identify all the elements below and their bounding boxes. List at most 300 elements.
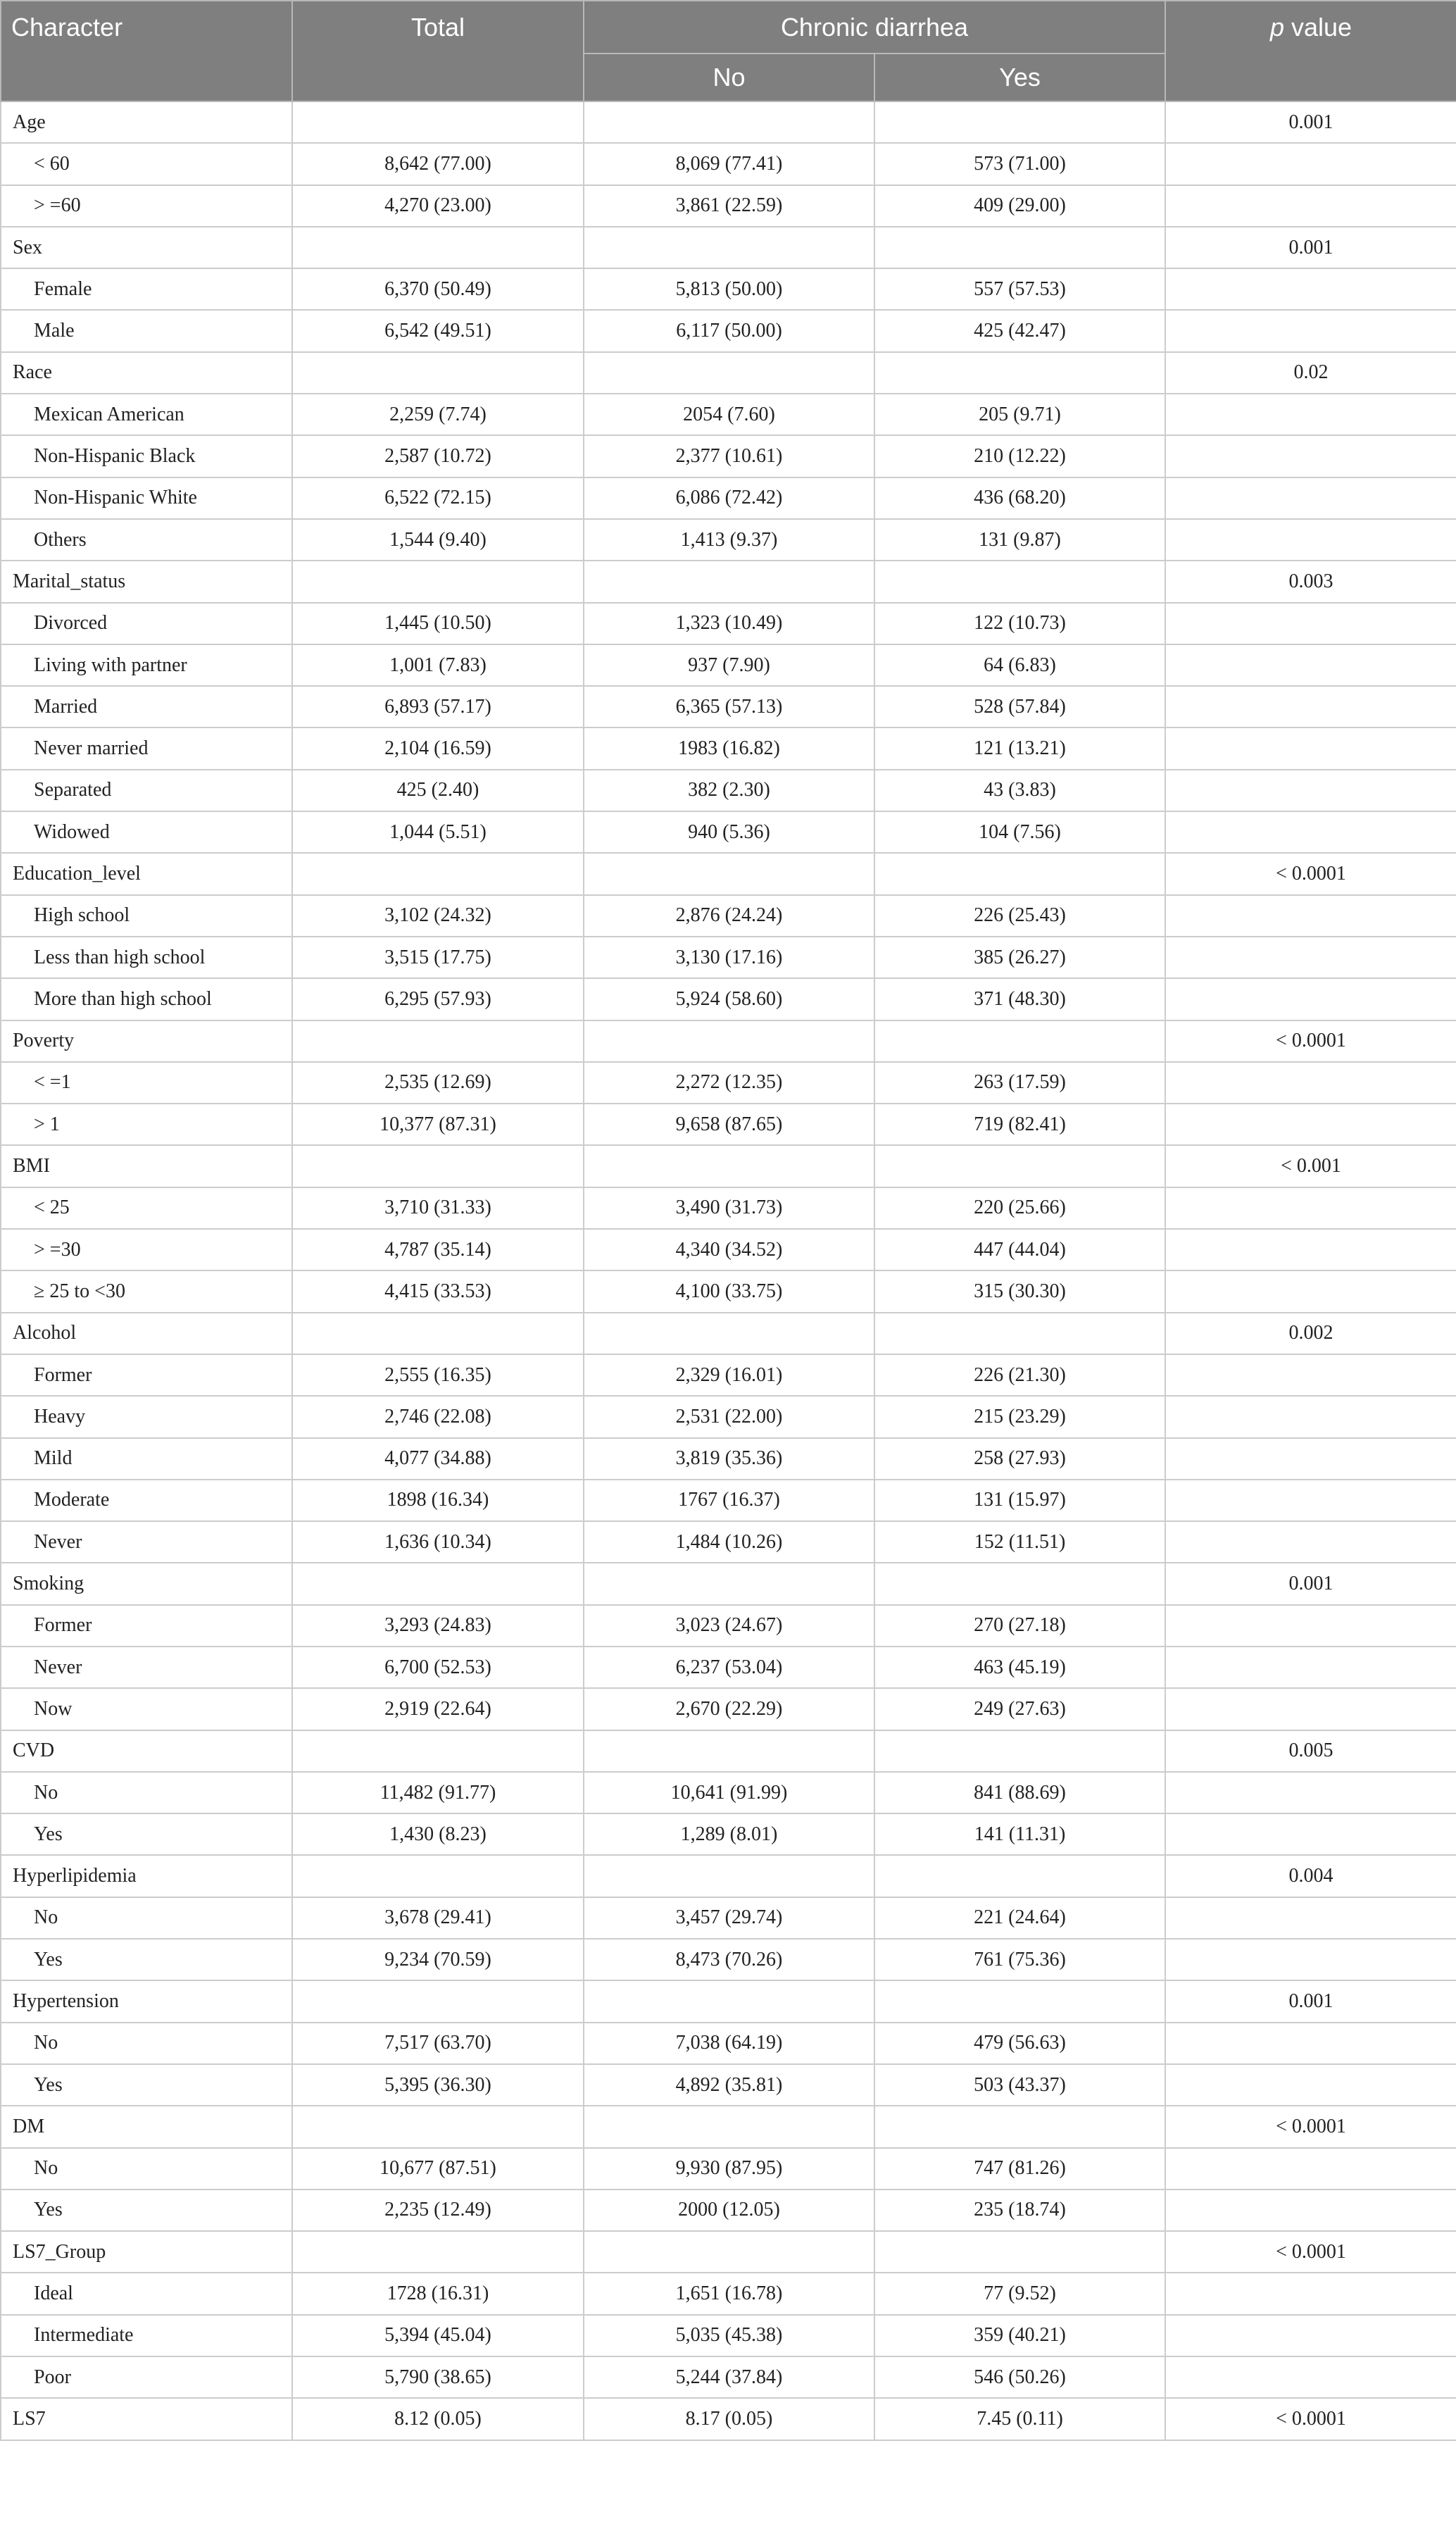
cell-no: [584, 1020, 874, 1062]
cell-total: 8,642 (77.00): [292, 143, 584, 185]
cell-p-value: 0.001: [1165, 1563, 1456, 1604]
cell-yes: 263 (17.59): [874, 1062, 1165, 1104]
cell-character: ≥ 25 to <30: [1, 1270, 292, 1312]
cell-yes: [874, 2106, 1165, 2147]
cell-total: 2,259 (7.74): [292, 394, 584, 435]
cell-total: 3,102 (24.32): [292, 895, 584, 937]
cell-p-value: [1165, 185, 1456, 227]
table-subrow: [1, 1062, 1456, 1104]
cell-p-value: [1165, 603, 1456, 644]
header-total: Total: [292, 1, 584, 101]
cell-character: > =30: [1, 1229, 292, 1270]
cell-yes: 121 (13.21): [874, 727, 1165, 769]
cell-p-value: [1165, 2190, 1456, 2231]
cell-p-value: 0.02: [1165, 352, 1456, 394]
table-subrow: [1, 1521, 1456, 1563]
cell-no: [584, 561, 874, 602]
cell-total: [292, 1980, 584, 2022]
cell-no: 8,473 (70.26): [584, 1939, 874, 1980]
cell-total: 6,522 (72.15): [292, 477, 584, 519]
cell-p-value: [1165, 895, 1456, 937]
header-p-value: [1165, 1, 1456, 101]
table-row: [1, 1313, 1456, 1354]
cell-no: 1,484 (10.26): [584, 1521, 874, 1563]
table-row: [1, 561, 1456, 602]
cell-no: 3,457 (29.74): [584, 1897, 874, 1939]
cell-yes: 371 (48.30): [874, 978, 1165, 1020]
cell-yes: [874, 853, 1165, 894]
cell-no: 2000 (12.05): [584, 2190, 874, 2231]
cell-p-value: [1165, 770, 1456, 811]
cell-p-value: [1165, 2064, 1456, 2106]
cell-character: Non-Hispanic Black: [1, 435, 292, 477]
cell-total: 1,445 (10.50): [292, 603, 584, 644]
table-subrow: [1, 1605, 1456, 1647]
cell-yes: 479 (56.63): [874, 2023, 1165, 2064]
cell-p-value: 0.004: [1165, 1855, 1456, 1897]
cell-yes: 221 (24.64): [874, 1897, 1165, 1939]
table-subrow: [1, 2356, 1456, 2398]
cell-character: Never married: [1, 727, 292, 769]
cell-no: [584, 1313, 874, 1354]
cell-character: Yes: [1, 2190, 292, 2231]
cell-character: High school: [1, 895, 292, 937]
cell-no: 3,130 (17.16): [584, 937, 874, 978]
cell-p-value: [1165, 143, 1456, 185]
cell-p-value: [1165, 2356, 1456, 2398]
cell-p-value: [1165, 1396, 1456, 1437]
cell-character: CVD: [1, 1730, 292, 1772]
table-subrow: [1, 895, 1456, 937]
cell-no: 2,329 (16.01): [584, 1354, 874, 1396]
cell-total: [292, 352, 584, 394]
table-row: [1, 1020, 1456, 1062]
table-subrow: [1, 1772, 1456, 1813]
cell-total: [292, 1563, 584, 1604]
cell-total: 1898 (16.34): [292, 1480, 584, 1521]
cell-no: 9,930 (87.95): [584, 2148, 874, 2190]
cell-p-value: 0.005: [1165, 1730, 1456, 1772]
cell-yes: [874, 1313, 1165, 1354]
cell-no: 2,531 (22.00): [584, 1396, 874, 1437]
cell-p-value: [1165, 1270, 1456, 1312]
table-subrow: [1, 811, 1456, 853]
cell-p-value: [1165, 1939, 1456, 1980]
cell-no: [584, 1730, 874, 1772]
cell-character: < =1: [1, 1062, 292, 1104]
cell-no: 3,023 (24.67): [584, 1605, 874, 1647]
cell-total: 6,700 (52.53): [292, 1647, 584, 1688]
cell-yes: 447 (44.04): [874, 1229, 1165, 1270]
cell-character: Mild: [1, 1438, 292, 1480]
cell-no: 1,323 (10.49): [584, 603, 874, 644]
cell-total: 3,293 (24.83): [292, 1605, 584, 1647]
cell-yes: 7.45 (0.11): [874, 2398, 1165, 2440]
cell-yes: 359 (40.21): [874, 2315, 1165, 2356]
cell-no: 1,289 (8.01): [584, 1813, 874, 1855]
cell-character: Divorced: [1, 603, 292, 644]
cell-p-value: [1165, 978, 1456, 1020]
table-subrow: [1, 1104, 1456, 1145]
cell-no: 6,086 (72.42): [584, 477, 874, 519]
cell-character: Intermediate: [1, 2315, 292, 2356]
cell-character: Now: [1, 1688, 292, 1730]
cell-no: 940 (5.36): [584, 811, 874, 853]
cell-yes: [874, 1563, 1165, 1604]
cell-total: 7,517 (63.70): [292, 2023, 584, 2064]
cell-total: 10,377 (87.31): [292, 1104, 584, 1145]
cell-yes: [874, 352, 1165, 394]
cell-character: < 60: [1, 143, 292, 185]
table-subrow: [1, 1480, 1456, 1521]
cell-character: < 25: [1, 1187, 292, 1229]
cell-p-value: [1165, 1647, 1456, 1688]
cell-character: Yes: [1, 1813, 292, 1855]
cell-no: 2,670 (22.29): [584, 1688, 874, 1730]
cell-total: 6,542 (49.51): [292, 310, 584, 351]
cell-character: Hypertension: [1, 1980, 292, 2022]
table-subrow: [1, 310, 1456, 351]
cell-p-value: [1165, 519, 1456, 561]
cell-total: [292, 1313, 584, 1354]
cell-character: Ideal: [1, 2273, 292, 2314]
table-row: [1, 227, 1456, 268]
cell-no: 7,038 (64.19): [584, 2023, 874, 2064]
cell-no: 3,819 (35.36): [584, 1438, 874, 1480]
cell-yes: 747 (81.26): [874, 2148, 1165, 2190]
cell-no: [584, 101, 874, 143]
cell-character: Age: [1, 101, 292, 143]
table-row: [1, 101, 1456, 143]
cell-total: [292, 2231, 584, 2273]
cell-no: [584, 352, 874, 394]
cell-character: Poor: [1, 2356, 292, 2398]
cell-yes: [874, 2231, 1165, 2273]
cell-character: No: [1, 2148, 292, 2190]
cell-character: Yes: [1, 1939, 292, 1980]
table-row: [1, 1730, 1456, 1772]
cell-yes: 385 (26.27): [874, 937, 1165, 978]
cell-character: Widowed: [1, 811, 292, 853]
cell-character: Never: [1, 1521, 292, 1563]
cell-character: Sex: [1, 227, 292, 268]
cell-p-value: [1165, 2273, 1456, 2314]
cell-total: [292, 561, 584, 602]
cell-character: > =60: [1, 185, 292, 227]
cell-yes: [874, 1855, 1165, 1897]
table-subrow: [1, 770, 1456, 811]
cell-no: 1,651 (16.78): [584, 2273, 874, 2314]
table-row: [1, 2398, 1456, 2440]
cell-yes: 43 (3.83): [874, 770, 1165, 811]
table-subrow: [1, 2273, 1456, 2314]
cell-yes: 503 (43.37): [874, 2064, 1165, 2106]
cell-total: 5,394 (45.04): [292, 2315, 584, 2356]
header-yes: Yes: [874, 54, 1165, 101]
cell-total: 2,535 (12.69): [292, 1062, 584, 1104]
cell-p-value: < 0.0001: [1165, 2106, 1456, 2147]
cell-total: 3,678 (29.41): [292, 1897, 584, 1939]
cell-total: 1,636 (10.34): [292, 1521, 584, 1563]
table-subrow: [1, 644, 1456, 686]
cell-character: More than high school: [1, 978, 292, 1020]
cell-character: Former: [1, 1354, 292, 1396]
cell-yes: 104 (7.56): [874, 811, 1165, 853]
cell-no: 6,365 (57.13): [584, 686, 874, 727]
cell-character: Moderate: [1, 1480, 292, 1521]
cell-total: [292, 1855, 584, 1897]
cell-no: [584, 227, 874, 268]
table-subrow: [1, 143, 1456, 185]
cell-no: 4,892 (35.81): [584, 2064, 874, 2106]
cell-p-value: [1165, 1187, 1456, 1229]
cell-yes: 528 (57.84): [874, 686, 1165, 727]
cell-p-value: [1165, 811, 1456, 853]
table-subrow: [1, 2148, 1456, 2190]
cell-total: 5,395 (36.30): [292, 2064, 584, 2106]
cell-p-value: [1165, 1062, 1456, 1104]
cell-total: [292, 1145, 584, 1187]
cell-yes: 205 (9.71): [874, 394, 1165, 435]
cell-p-value: < 0.0001: [1165, 1020, 1456, 1062]
cell-character: LS7: [1, 2398, 292, 2440]
cell-no: [584, 1855, 874, 1897]
cell-yes: 249 (27.63): [874, 1688, 1165, 1730]
table-subrow: [1, 727, 1456, 769]
table-subrow: [1, 1396, 1456, 1437]
cell-yes: 215 (23.29): [874, 1396, 1165, 1437]
table-subrow: [1, 519, 1456, 561]
table-subrow: [1, 978, 1456, 1020]
cell-total: 6,370 (50.49): [292, 268, 584, 310]
cell-yes: 270 (27.18): [874, 1605, 1165, 1647]
table-subrow: [1, 435, 1456, 477]
cell-yes: 131 (15.97): [874, 1480, 1165, 1521]
cell-p-value: [1165, 727, 1456, 769]
cell-yes: [874, 1980, 1165, 2022]
cell-total: 2,104 (16.59): [292, 727, 584, 769]
cell-total: 5,790 (38.65): [292, 2356, 584, 2398]
cell-yes: 122 (10.73): [874, 603, 1165, 644]
cell-no: 5,244 (37.84): [584, 2356, 874, 2398]
table-subrow: [1, 1647, 1456, 1688]
cell-no: 2,876 (24.24): [584, 895, 874, 937]
table-subrow: [1, 1688, 1456, 1730]
cell-p-value: 0.001: [1165, 227, 1456, 268]
cell-character: Yes: [1, 2064, 292, 2106]
table-subrow: [1, 2064, 1456, 2106]
cell-no: 382 (2.30): [584, 770, 874, 811]
table-subrow: [1, 937, 1456, 978]
cell-p-value: [1165, 1104, 1456, 1145]
cell-no: 4,100 (33.75): [584, 1270, 874, 1312]
cell-no: 3,861 (22.59): [584, 185, 874, 227]
table-row: [1, 1855, 1456, 1897]
table-subrow: [1, 394, 1456, 435]
header-no: No: [584, 54, 874, 101]
cell-no: [584, 853, 874, 894]
cell-no: 1767 (16.37): [584, 1480, 874, 1521]
table-subrow: [1, 268, 1456, 310]
cell-character: Others: [1, 519, 292, 561]
cell-no: [584, 1563, 874, 1604]
cell-yes: [874, 561, 1165, 602]
cell-no: 10,641 (91.99): [584, 1772, 874, 1813]
cell-no: 4,340 (34.52): [584, 1229, 874, 1270]
cell-character: No: [1, 1772, 292, 1813]
cell-no: 8.17 (0.05): [584, 2398, 874, 2440]
cell-total: 1,001 (7.83): [292, 644, 584, 686]
table-row: [1, 1980, 1456, 2022]
cell-character: Marital_status: [1, 561, 292, 602]
cell-p-value: [1165, 1521, 1456, 1563]
cell-p-value: [1165, 2315, 1456, 2356]
cell-character: No: [1, 1897, 292, 1939]
cell-p-value: [1165, 435, 1456, 477]
cell-p-value: [1165, 268, 1456, 310]
cell-p-value: [1165, 1772, 1456, 1813]
cell-total: 4,077 (34.88): [292, 1438, 584, 1480]
cell-no: 2,272 (12.35): [584, 1062, 874, 1104]
cell-no: [584, 1145, 874, 1187]
cell-total: [292, 101, 584, 143]
table-row: [1, 1145, 1456, 1187]
cell-yes: 546 (50.26): [874, 2356, 1165, 2398]
cell-total: 9,234 (70.59): [292, 1939, 584, 1980]
cell-total: 1,544 (9.40): [292, 519, 584, 561]
cell-p-value: 0.001: [1165, 101, 1456, 143]
cell-total: 2,919 (22.64): [292, 1688, 584, 1730]
cell-p-value: [1165, 1438, 1456, 1480]
cell-p-value: [1165, 1354, 1456, 1396]
cell-yes: 315 (30.30): [874, 1270, 1165, 1312]
cell-p-value: [1165, 937, 1456, 978]
cell-total: [292, 853, 584, 894]
table-subrow: [1, 1270, 1456, 1312]
cell-yes: 258 (27.93): [874, 1438, 1165, 1480]
cell-character: Living with partner: [1, 644, 292, 686]
cell-yes: [874, 227, 1165, 268]
cell-character: No: [1, 2023, 292, 2064]
table-subrow: [1, 686, 1456, 727]
cell-character: Alcohol: [1, 1313, 292, 1354]
cell-no: 5,813 (50.00): [584, 268, 874, 310]
cell-total: 10,677 (87.51): [292, 2148, 584, 2190]
cell-p-value: [1165, 1813, 1456, 1855]
cell-yes: 152 (11.51): [874, 1521, 1165, 1563]
cell-no: 5,924 (58.60): [584, 978, 874, 1020]
cell-yes: 841 (88.69): [874, 1772, 1165, 1813]
table-subrow: [1, 2023, 1456, 2064]
cell-total: 425 (2.40): [292, 770, 584, 811]
cell-p-value: 0.003: [1165, 561, 1456, 602]
cell-yes: 141 (11.31): [874, 1813, 1165, 1855]
cell-total: [292, 2106, 584, 2147]
table-subrow: [1, 1897, 1456, 1939]
cell-yes: 64 (6.83): [874, 644, 1165, 686]
cell-yes: [874, 1730, 1165, 1772]
cell-total: 6,893 (57.17): [292, 686, 584, 727]
cell-character: Mexican American: [1, 394, 292, 435]
cell-character: Separated: [1, 770, 292, 811]
cell-character: Education_level: [1, 853, 292, 894]
cell-character: Female: [1, 268, 292, 310]
cell-p-value: [1165, 394, 1456, 435]
cell-yes: 131 (9.87): [874, 519, 1165, 561]
cell-character: LS7_Group: [1, 2231, 292, 2273]
cell-total: 4,270 (23.00): [292, 185, 584, 227]
cell-character: DM: [1, 2106, 292, 2147]
cell-yes: 557 (57.53): [874, 268, 1165, 310]
cell-p-value: [1165, 1897, 1456, 1939]
cell-yes: 77 (9.52): [874, 2273, 1165, 2314]
table-row: [1, 352, 1456, 394]
cell-no: 2,377 (10.61): [584, 435, 874, 477]
table-subrow: [1, 1939, 1456, 1980]
cell-character: Male: [1, 310, 292, 351]
header-p-rest: value: [1284, 13, 1353, 42]
cell-yes: 573 (71.00): [874, 143, 1165, 185]
cell-total: 2,746 (22.08): [292, 1396, 584, 1437]
cell-character: Heavy: [1, 1396, 292, 1437]
cell-total: 2,235 (12.49): [292, 2190, 584, 2231]
cell-p-value: [1165, 644, 1456, 686]
cell-p-value: [1165, 477, 1456, 519]
cell-no: 1,413 (9.37): [584, 519, 874, 561]
cell-p-value: [1165, 1480, 1456, 1521]
cell-character: Former: [1, 1605, 292, 1647]
cell-total: 2,555 (16.35): [292, 1354, 584, 1396]
cell-p-value: [1165, 1688, 1456, 1730]
cell-no: [584, 1980, 874, 2022]
cell-p-value: [1165, 2023, 1456, 2064]
header-p-italic: p: [1269, 13, 1284, 42]
cell-character: Less than high school: [1, 937, 292, 978]
cell-character: Poverty: [1, 1020, 292, 1062]
cell-p-value: [1165, 1605, 1456, 1647]
cell-no: [584, 2231, 874, 2273]
cell-total: 1,430 (8.23): [292, 1813, 584, 1855]
cell-yes: 210 (12.22): [874, 435, 1165, 477]
cell-yes: 425 (42.47): [874, 310, 1165, 351]
cell-total: [292, 1020, 584, 1062]
header-character: Character: [1, 1, 292, 101]
cell-p-value: 0.002: [1165, 1313, 1456, 1354]
cell-p-value: 0.001: [1165, 1980, 1456, 2022]
table-subrow: [1, 185, 1456, 227]
cell-p-value: < 0.001: [1165, 1145, 1456, 1187]
cell-no: 9,658 (87.65): [584, 1104, 874, 1145]
cell-yes: 409 (29.00): [874, 185, 1165, 227]
cell-character: Hyperlipidemia: [1, 1855, 292, 1897]
cell-yes: 235 (18.74): [874, 2190, 1165, 2231]
cell-yes: 436 (68.20): [874, 477, 1165, 519]
table-subrow: [1, 1187, 1456, 1229]
cell-total: 1,044 (5.51): [292, 811, 584, 853]
cell-no: [584, 2106, 874, 2147]
cell-yes: [874, 1145, 1165, 1187]
cell-yes: [874, 1020, 1165, 1062]
cell-yes: 226 (25.43): [874, 895, 1165, 937]
cell-p-value: [1165, 310, 1456, 351]
cell-no: 937 (7.90): [584, 644, 874, 686]
cell-p-value: [1165, 686, 1456, 727]
table-row: [1, 2106, 1456, 2147]
cell-character: BMI: [1, 1145, 292, 1187]
cell-no: 1983 (16.82): [584, 727, 874, 769]
cell-total: 1728 (16.31): [292, 2273, 584, 2314]
cell-no: 6,237 (53.04): [584, 1647, 874, 1688]
